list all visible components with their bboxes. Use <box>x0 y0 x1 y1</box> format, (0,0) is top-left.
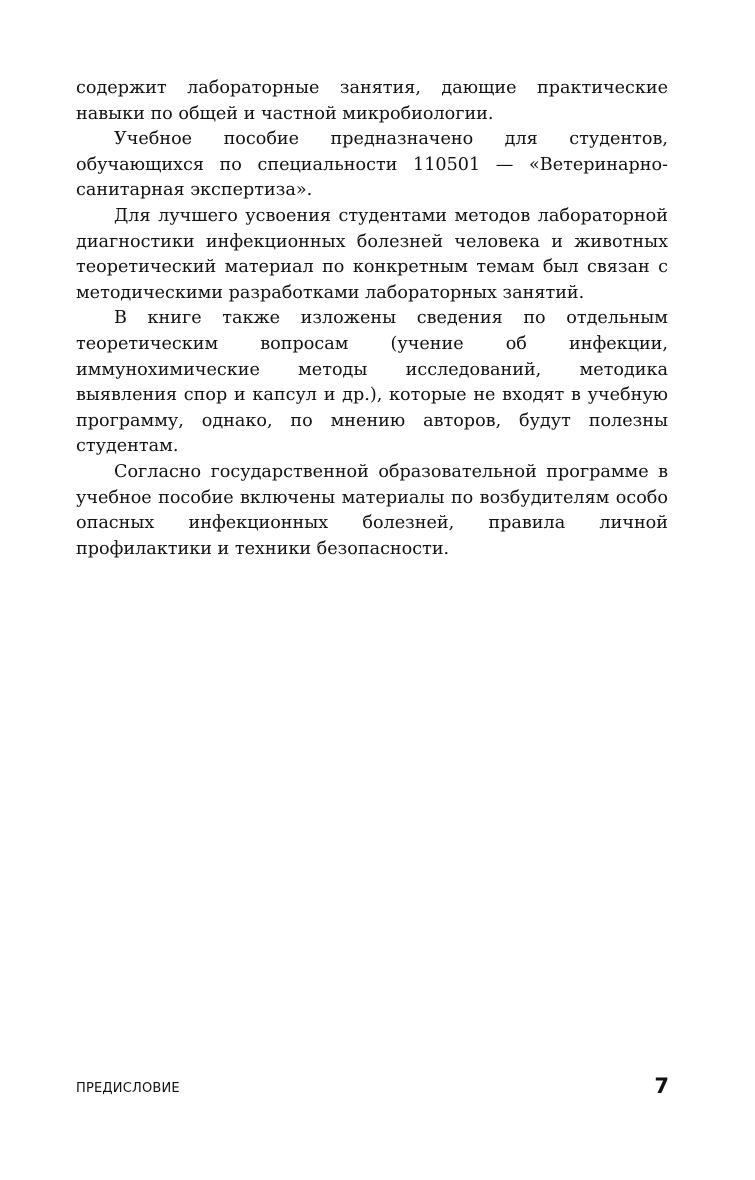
page-number: 7 <box>654 1074 669 1098</box>
body-text <box>76 76 668 562</box>
paragraph-theory: В книге также изложены сведения по отдельным теоретическим вопросам (учение об инфекции, иммунохимические методы исследований, методика выявления спор и капсул и др.), которые не входят в учебную программу, однако, по мнению авторов, будут полезны студентам. <box>76 308 668 457</box>
running-footer-title: ПРЕДИСЛОВИЕ <box>76 1081 180 1096</box>
paragraph-continuation: содержит лабораторные занятия, дающие практические навыки по общей и частной микробиологии. <box>76 78 668 124</box>
paragraph-methods: Для лучшего усвоения студентами методов лабораторной диагностики инфекционных болезней человека и животных теоретический материал по конкретным темам был связан с методическими разработками лабораторных занятий. <box>76 205 668 303</box>
paragraph-program: Согласно государственной образовательной программе в учебное пособие включены материалы по возбудителям особо опасных инфекционных болезней, правила личной профилактики и техники безопасности. <box>76 461 668 559</box>
paragraph-audience: Учебное пособие предназначено для студентов, обучающихся по специальности 110501 — «Ветеринарно-санитарная экспертиза». <box>76 129 668 201</box>
